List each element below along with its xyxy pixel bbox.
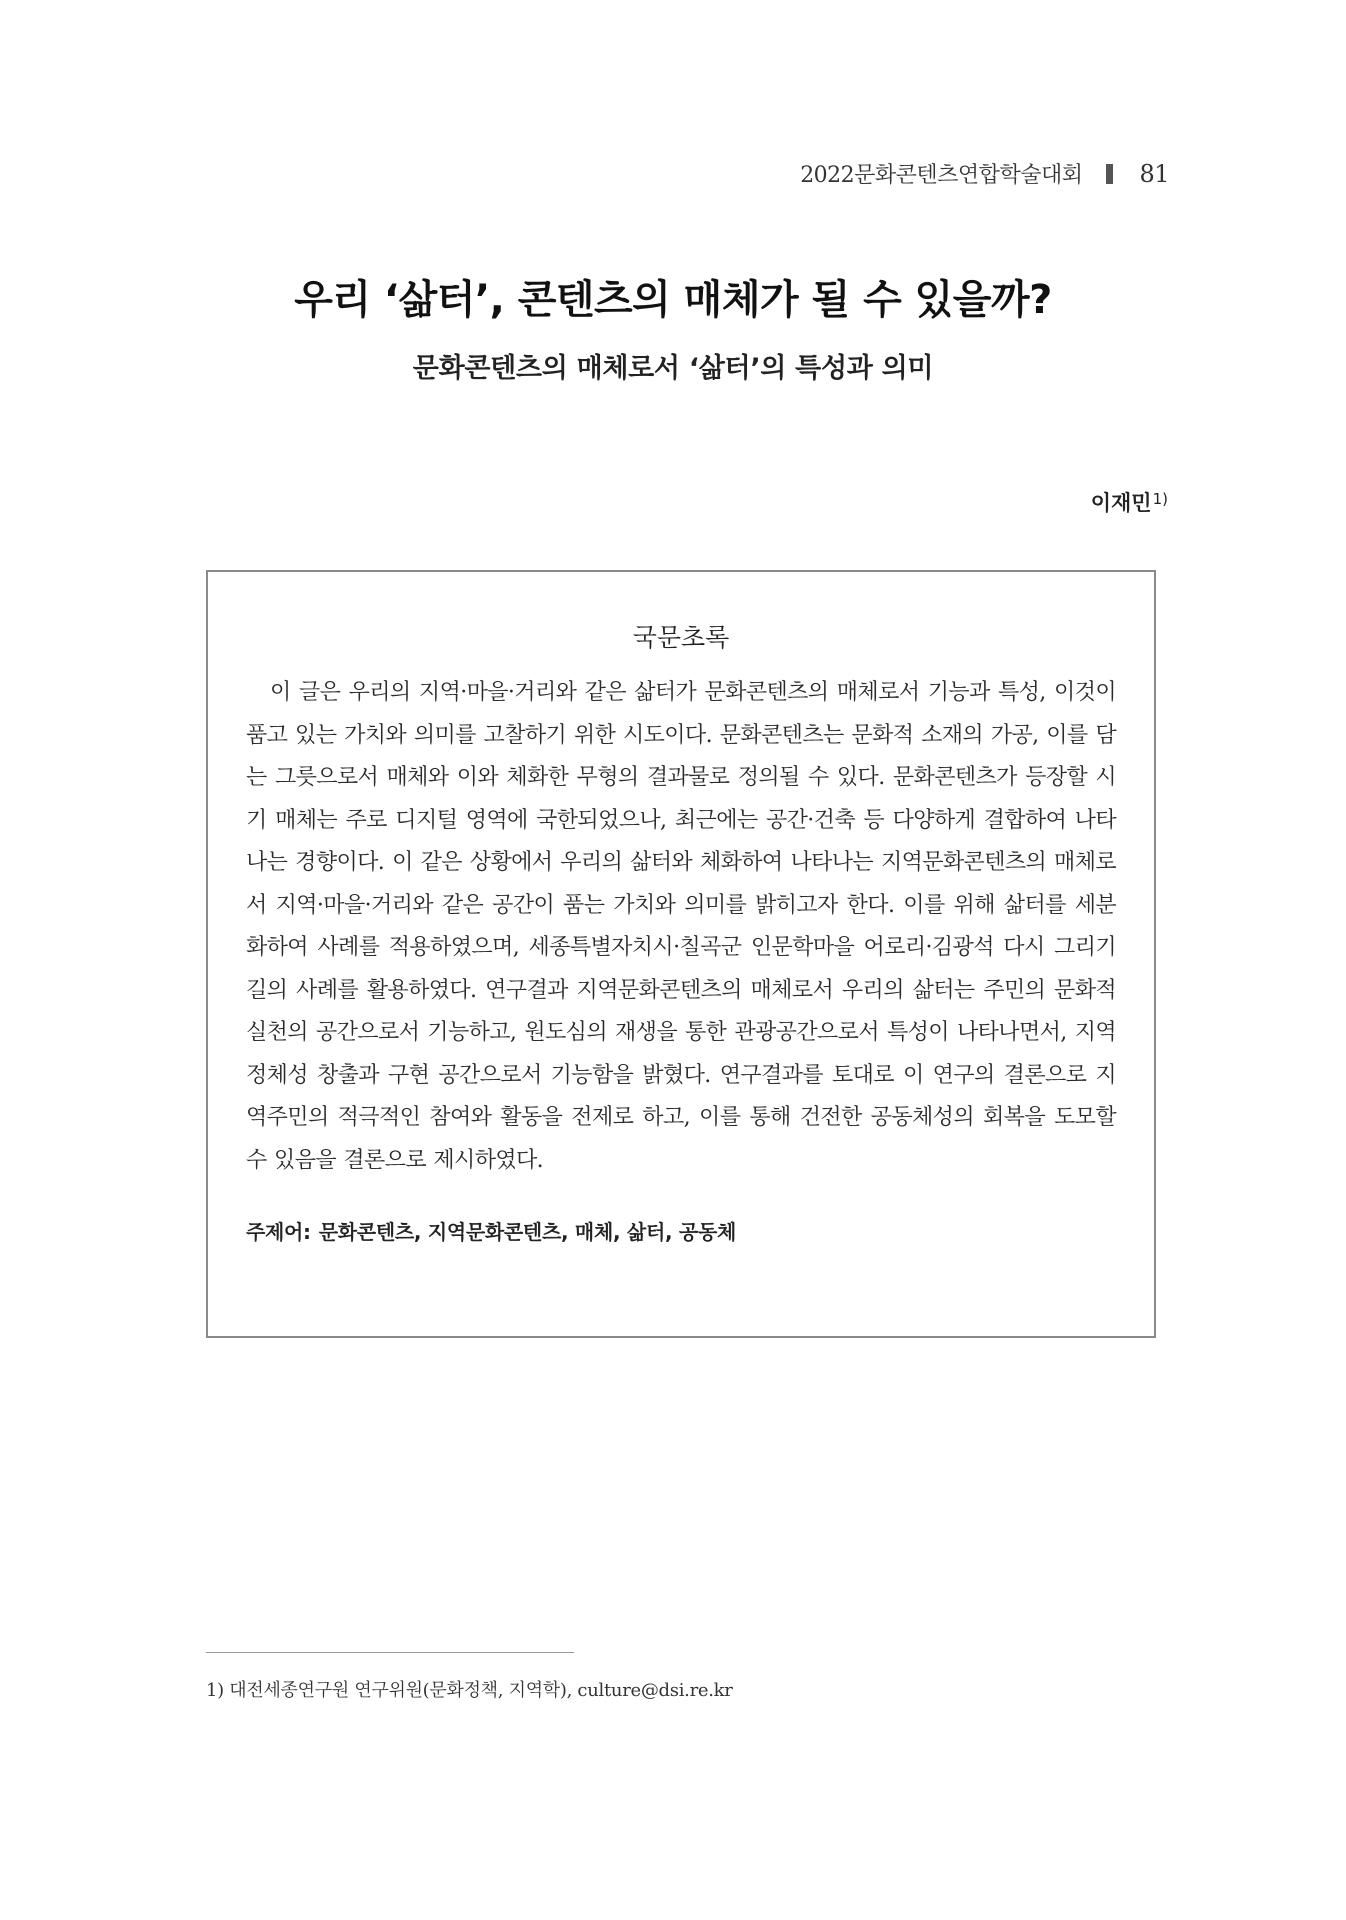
abstract-body: 이 글은 우리의 지역·마을·거리와 같은 삶터가 문화콘텐츠의 매체로서 기능과 특성, 이것이 품고 있는 가치와 의미를 고찰하기 위한 시도이다. 문화콘텐츠는 문화적 소재의 가공, 이를 담는 그릇으로서 매체와 이와 체화한 무형의 결과물로 정의될 수 있다. 문화콘텐츠가 등장할 시기 매체는 주로 디지털 영역에 국한되었으나, 최근에는 공간·건축 등 다양하게 결합하여 나타나는 경향이다. 이 같은 상황에서 우리의 삶터와 체화하여 나타나는 지역문화콘텐츠의 매체로서 지역·마을·거리와 같은 공간이 품는 가치와 의미를 밝히고자 한다. 이를 위해 삶터를 세분화하여 사례를 적용하였으며, 세종특별자치시·칠곡군 인문학마을 어로리·김광석 다시 그리기 길의 사례를 활용하였다. 연구결과 지역문화콘텐츠의 매체로서 우리의 삶터는 주민의 문화적 실천의 공간으로서 기능하고, 원도심의 재생을 통한 관광공간으로서 특성이 나타나면서, 지역정체성 창출과 구현 공간으로서 기능함을 밝혔다. 연구결과를 토대로 이 연구의 결론으로 지역주민의 적극적인 참여와 활동을 전제로 하고, 이를 통해 건전한 공동체성의 회복을 도모할 수 있음을 결론으로 제시하였다. (246, 680, 1116, 1173)
keywords-list: 문화콘텐츠, 지역문화콘텐츠, 매체, 삶터, 공동체 (318, 1220, 736, 1244)
author-name: 이재민 (1090, 491, 1152, 515)
abstract-heading: 국문초록 (632, 623, 730, 652)
header-divider-bar (1106, 164, 1113, 184)
conference-name: 2022문화콘텐츠연합학술대회 (800, 163, 1083, 188)
footnote-divider (206, 1652, 574, 1653)
abstract-box (206, 570, 1156, 1338)
author-footnote-mark: 1) (1152, 490, 1168, 508)
paper-title: 우리 ‘삶터’, 콘텐츠의 매체가 될 수 있을까? (294, 277, 1052, 323)
page-number: 81 (1139, 159, 1169, 188)
running-header (800, 158, 1169, 189)
author (1091, 487, 1168, 517)
footnote: 1) 대전세종연구원 연구위원(문화정책, 지역학), culture@dsi.re.kr (206, 1680, 733, 1701)
keywords-label: 주제어: (246, 1220, 311, 1244)
keywords (246, 1216, 1116, 1245)
paper-subtitle: 문화콘텐츠의 매체로서 ‘삶터’의 특성과 의미 (412, 353, 934, 384)
